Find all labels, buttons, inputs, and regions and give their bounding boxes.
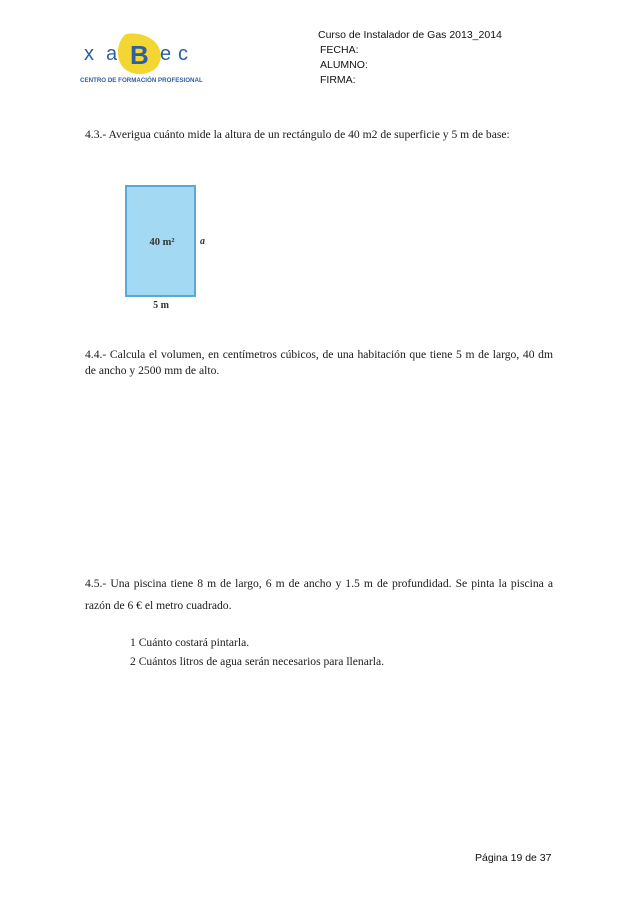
svg-text:e: e: [160, 43, 172, 65]
question-4-3: 4.3.- Averigua cuánto mide la altura de un rectángulo de 40 m2 de superficie y 5 m de base:: [85, 128, 510, 141]
xabec-logo: [78, 32, 208, 86]
svg-text:B: B: [130, 40, 149, 70]
document-header: [318, 28, 502, 88]
date-label: FECHA:: [320, 44, 359, 56]
student-label: ALUMNO:: [320, 59, 368, 71]
question-4-5-item-1: 1 Cuánto costará pintarla.: [130, 636, 250, 649]
question-4-4: 4.4.- Calcula el volumen, en centímetros cúbicos, de una habitación que tiene 5 m de largo, 40 dm de ancho y 2500 mm de alto.: [85, 348, 553, 377]
question-4-5-item-2: 2 Cuántos litros de agua serán necesarios para llenarla.: [130, 655, 384, 668]
base-label: 5 m: [153, 300, 169, 311]
svg-text:a: a: [106, 43, 118, 65]
height-label: a: [200, 236, 205, 247]
area-label: 40 m²: [149, 237, 175, 248]
question-4-5: 4.5.- Una piscina tiene 8 m de largo, 6 m de ancho y 1.5 m de profundidad. Se pinta la piscina a razón de 6 € el metro cuadrado.: [85, 577, 553, 612]
page-number: Página 19 de 37: [475, 852, 552, 864]
rectangle-figure: [120, 180, 215, 312]
signature-label: FIRMA:: [320, 74, 356, 86]
svg-text:c: c: [178, 43, 188, 65]
svg-text:x: x: [84, 43, 97, 65]
logo-subtitle: CENTRO DE FORMACIÓN PROFESIONAL: [80, 77, 203, 84]
course-title: Curso de Instalador de Gas 2013_2014: [318, 29, 502, 41]
